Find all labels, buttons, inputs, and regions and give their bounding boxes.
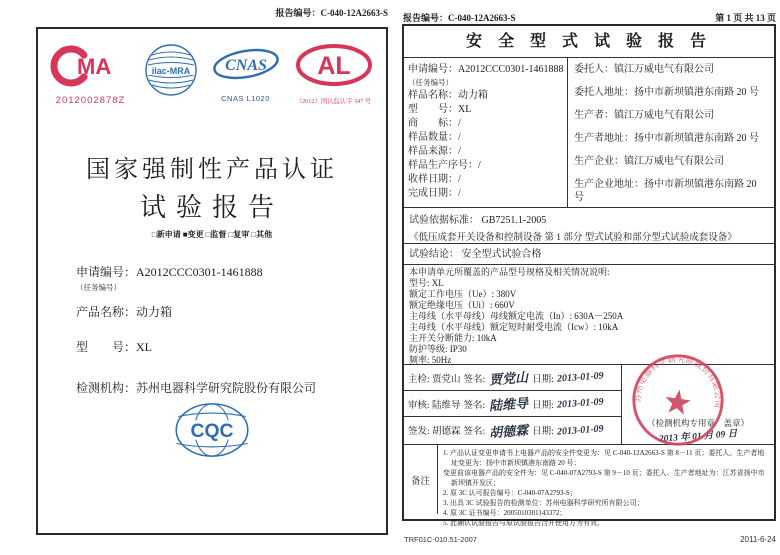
sample-info-line: 完成日期：/ [408,188,461,199]
standard-name: 《低压成套开关设备和控制设备 第 1 部分 型式试验和部分型式试验成套设备》 [409,233,737,243]
conclusion-row: 试验结论： 安全型式试验合格 [404,244,774,265]
cma-logo [51,43,131,106]
date-label: 日期: [532,374,554,385]
page-title-line1: 国家强制性产品认证 [86,157,338,183]
sample-info-row [404,58,774,208]
sample-info-right [568,58,774,207]
notes-label: 备注 [404,445,438,514]
report-number: 报告编号：C-040-12A2663-S [403,13,516,23]
al-mark-icon [294,43,374,89]
note-line: 2. 原 3C 认可报告编号：C-040-07A2793-S； [443,489,577,497]
sample-info-line: （任务编号） [408,78,453,87]
signature-row [404,365,774,445]
sample-info-line: 收样日期：/ [408,174,461,185]
cqc-globe-icon [173,401,251,459]
al-number: （2012）国认监认字 347 号 [295,98,372,105]
product-name-field: 产品名称：动力箱 [76,305,173,319]
client-info-line: 委托人地址：扬中市新坝镇港东南路 20 号 [574,87,759,98]
ilac-mra-logo [144,43,198,102]
chief-inspector-row [404,365,621,391]
date-label: 日期: [532,427,554,437]
handwritten-signature: 贾党山 [488,369,529,388]
svg-text:ilac-MRA: ilac-MRA [151,66,190,76]
application-type-checkboxes: □新申请 ■变更 □监督 □复审 □其他 [151,230,273,239]
left-page [36,27,388,535]
model-field: 型 号：XL [76,340,152,354]
note-line: 3. 出具 3C 试验报告的检测单位：苏州电器科学研究所有限公司； [443,499,644,507]
handwritten-date: 2013-01-09 [556,422,604,438]
cover-fields [76,263,376,396]
al-logo [294,43,374,105]
application-number-field: 申请编号：A2012CCC0301-1461888 [76,265,263,279]
spec-line: 额定绝缘电压（Ui）: 660V [409,300,515,310]
role-and-name: 审核: 陆维导 [408,400,461,411]
standard-row [404,208,774,244]
client-info-line: 委托人：镇江万威电气有限公司 [574,64,714,75]
reviewer-row [404,391,621,417]
spec-line: 主母线（水平母线）额定短时耐受电流（Icw）: 10kA [409,322,619,332]
left-report-number: 报告编号：C-040-12A2663-S [275,8,388,18]
cnas-swoosh-icon [211,43,281,85]
sample-info-left [404,58,568,207]
role-and-name: 主检: 贾党山 [408,374,461,385]
client-info-line: 生产企业：镇江万威电气有限公司 [574,156,724,167]
signature-label: 签名: [463,374,486,385]
page-indicator: 第 1 页 共 13 页 [715,13,776,23]
svg-text:MA: MA [76,54,111,79]
spec-row [404,265,774,365]
note-line: 4. 原 3C 证书编号：2005010301143372； [443,509,567,517]
sample-info-line: 样品名称：动力箱 [408,90,488,101]
sample-info-line: 样品生产序号：/ [408,160,481,171]
spec-line: 额定工作电压（Ue）: 380V [409,289,517,299]
client-info-line: 生产者地址：扬中市新坝镇港东南路 20 号 [574,133,759,144]
cma-number: 2012002878Z [55,95,126,106]
stamp-date: 2013 年 01 月 09 日 [658,429,738,445]
sample-info-line: 型 号：XL [408,104,472,115]
client-info-line: 生产者：镇江万威电气有限公司 [574,110,714,121]
role-and-name: 签发: 胡德霖 [408,427,461,437]
stamp-arc-text: 苏州电器科学研究院股份有限公司 [633,354,723,410]
handwritten-date: 2013-01-09 [556,396,604,411]
sample-info-line: 样品来源：/ [408,146,461,157]
svg-text:AL: AL [316,52,351,80]
footer-doc-code: TRF01C-010.51-2007 [404,535,477,544]
svg-text:CNAS: CNAS [224,57,267,74]
cqc-logo [38,401,386,459]
spec-title: 本申请单元所覆盖的产品型号规格及相关情况说明: [409,267,610,277]
standard-number: 试验依据标准： GB7251.1-2005 [409,215,547,226]
spec-line: 防护等级: IP30 [409,344,467,354]
note-line: 变更前该电器产品的安全件为：见 C-040-07A2793-S 第 9－10 页；委托人、生产者地址为：江苏省扬中市新坝镇开发区； [443,469,765,487]
ilac-globe-icon [144,43,198,97]
task-number-label: （任务编号） [76,283,121,292]
notes-body [438,445,774,527]
cnas-number: CNAS L1020 [221,94,270,103]
right-page-table [402,24,776,527]
spec-line: 频率: 50Hz [409,355,452,365]
handwritten-signature: 陆维导 [488,395,529,414]
accreditation-logo-row [38,43,386,106]
note-line: 5. 此确认试验报告与原试验报告合并使用方为有效。 [443,519,604,527]
sample-info-line: 样品数量：/ [408,132,461,143]
cnas-logo [211,43,281,103]
handwritten-date: 2013-01-09 [556,370,604,385]
date-label: 日期: [532,400,554,411]
report-title: 安 全 型 式 试 验 报 告 [404,26,774,58]
signature-table [404,365,622,444]
notes-section [404,445,774,527]
spec-lines [409,278,769,366]
stamp-caption: （检测机构专用章 盖章） [646,418,749,428]
stamp-cell [622,365,774,444]
spec-line: 型号: XL [409,278,444,288]
page-title-line2: 试验报告 [139,193,284,222]
signature-label: 签名: [463,427,486,437]
client-info-line: 生产企业地址：扬中市新坝镇港东南路 20 号 [574,179,757,203]
testing-agency-field: 检测机构：苏州电器科学研究院股份有限公司 [76,381,317,395]
sample-info-line: 商 标：/ [408,118,461,129]
sample-info-line: 申请编号：A2012CCC0301-1461888 [408,64,564,75]
footer-date: 2011-6-24 [740,535,776,544]
spec-line: 主开关分断能力: 10kA [409,333,497,343]
spec-line: 主母线（水平母线）母线额定电流（In）: 630A－250A [409,311,624,321]
cma-mark-icon [51,43,131,89]
handwritten-signature: 胡德霖 [488,422,529,440]
note-line: 1. 产品认证变更申请书上电器产品的安全件变更为：见 C-040-12A2663-S 第 8－11 页；委托人、生产者地址变更为：扬中市新坝镇港东南路 20 号； [443,449,765,467]
svg-text:CQC: CQC [190,420,234,442]
signature-label: 签名: [463,400,486,411]
approver-row [404,417,621,443]
